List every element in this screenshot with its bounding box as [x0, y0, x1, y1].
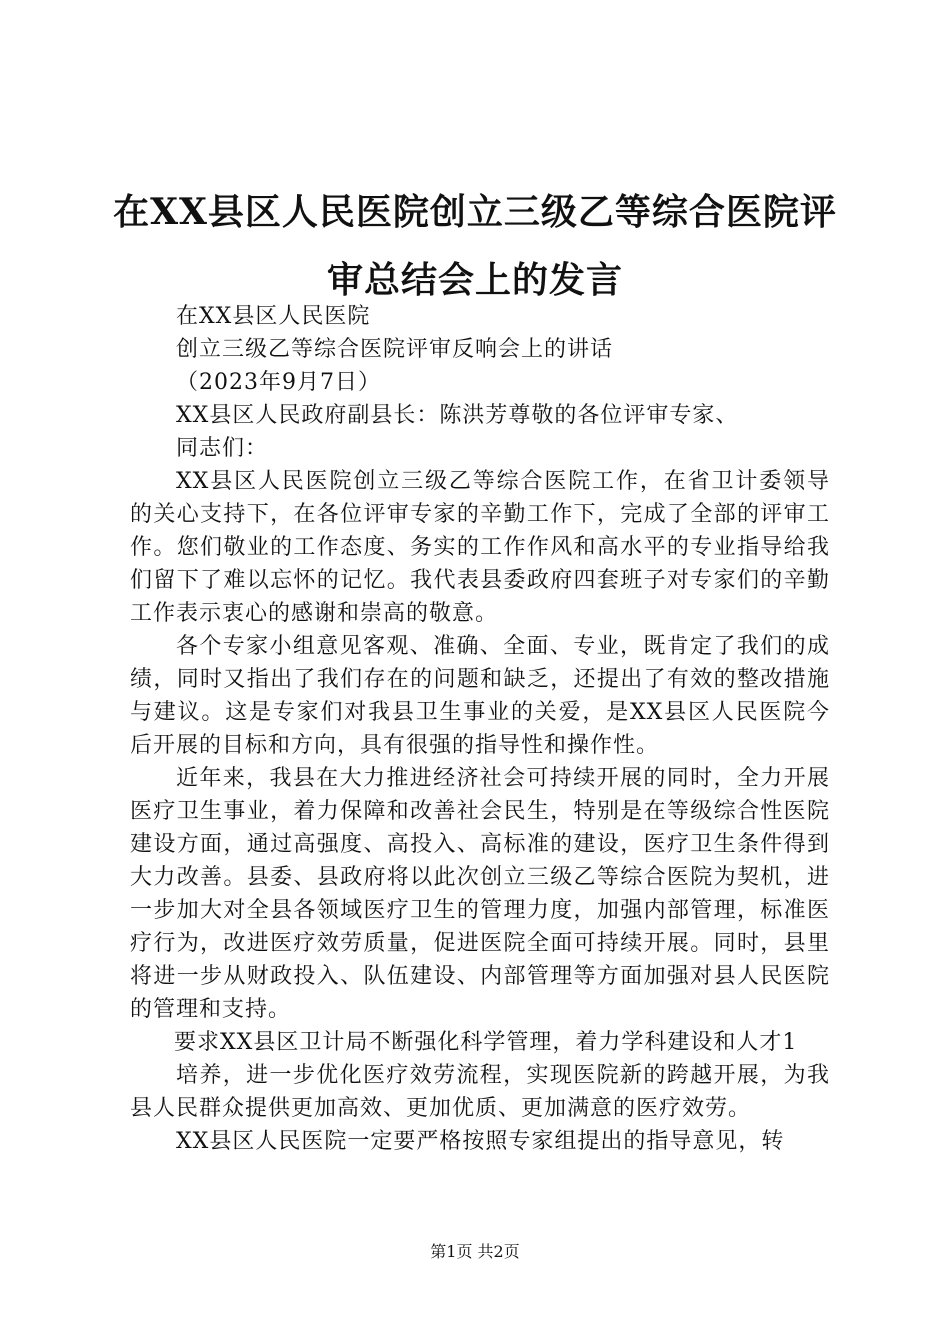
document-title [110, 178, 840, 314]
speech-date: （2023年9月7日） [176, 370, 381, 395]
document-body [130, 300, 830, 1158]
paragraph-6: XX县区人民医院一定要严格按照专家组提出的指导意见，转 [176, 1129, 785, 1154]
title-line-1: 在XX县区人民医院创立三级乙等综合医院评 [113, 191, 837, 233]
speech-subtitle: 创立三级乙等综合医院评审反响会上的讲话 [176, 337, 614, 362]
paragraph-2: 各个专家小组意见客观、准确、全面、专业，既肯定了我们的成绩，同时又指出了我们存在的问题和缺乏，还提出了有效的整改措施与建议。这是专家们对我县卫生事业的关爱，是XX县区人民医院今后开展的目标和方向，具有很强的指导性和操作性。 [130, 634, 830, 758]
paragraph-3: 近年来，我县在大力推进经济社会可持续开展的同时，全力开展医疗卫生事业，着力保障和改善社会民生，特别是在等级综合性医院建设方面，通过高强度、高投入、高标准的建设，医疗卫生条件得到大力改善。县委、县政府将以此次创立三级乙等综合医院为契机，进一步加大对全县各领域医疗卫生的管理力度，加强内部管理，标准医疗行为，改进医疗效劳质量，促进医院全面可持续开展。同时，县里将进一步从财政投入、队伍建设、内部管理等方面加强对县人民医院的管理和支持。 [130, 766, 830, 1022]
speaker-greeting: XX县区人民政府副县长：陈洪芳尊敬的各位评审专家、 [176, 403, 739, 428]
salutation: 同志们： [176, 436, 269, 461]
title-line-2: 审总结会上的发言 [326, 259, 623, 301]
venue-line: 在XX县区人民医院 [176, 304, 371, 329]
paragraph-5: 培养，进一步优化医疗效劳流程，实现医院新的跨越开展，为我县人民群众提供更加高效、更加优质、更加满意的医疗效劳。 [130, 1063, 830, 1121]
page-footer [0, 1240, 950, 1264]
paragraph-1: XX县区人民医院创立三级乙等综合医院工作，在省卫计委领导的关心支持下，在各位评审专家的辛勤工作下，完成了全部的评审工作。您们敬业的工作态度、务实的工作作风和高水平的专业指导给我们留下了难以忘怀的记忆。我代表县委政府四套班子对专家们的辛勤工作表示衷心的感谢和崇高的敬意。 [130, 469, 830, 626]
paragraph-4: 要求XX县区卫计局不断强化科学管理，着力学科建设和人才1 [174, 1030, 798, 1055]
page-number: 第1页 共2页 [430, 1242, 520, 1261]
